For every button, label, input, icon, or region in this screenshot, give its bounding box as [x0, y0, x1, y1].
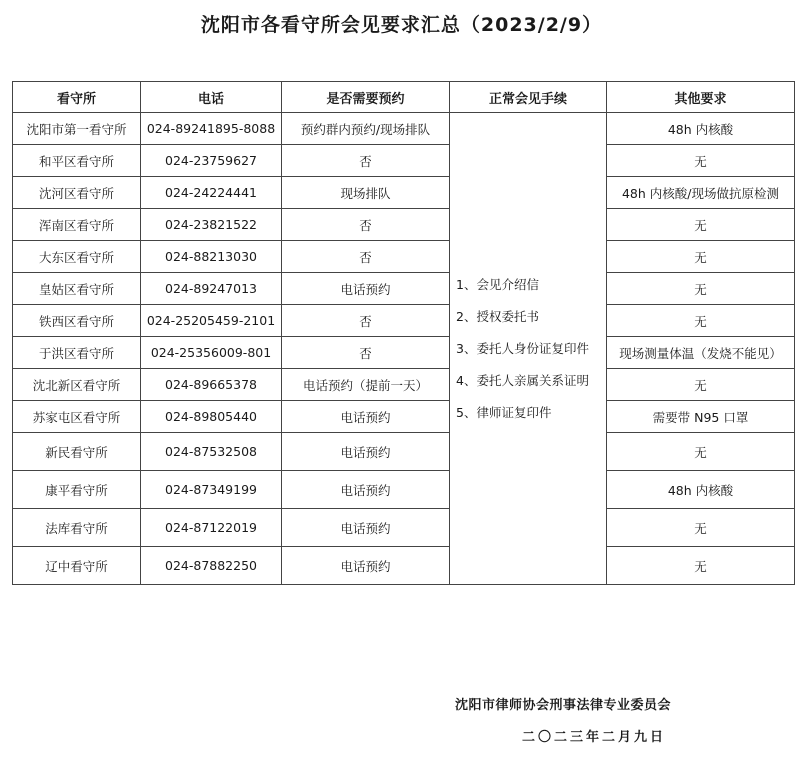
phone-number: 024-89241895-8088: [141, 113, 282, 145]
appointment-requirement: 否: [282, 241, 450, 273]
table-row: [13, 305, 795, 337]
table-row: [13, 273, 795, 305]
table-row: [13, 547, 795, 585]
header-procedures: 正常会见手续: [450, 82, 607, 113]
visit-procedures-cell: [450, 113, 607, 585]
requirements-table: [12, 81, 795, 585]
other-requirement: 需要带 N95 口罩: [607, 401, 795, 433]
table-row: [13, 209, 795, 241]
appointment-requirement: 电话预约: [282, 433, 450, 471]
appointment-requirement: 否: [282, 337, 450, 369]
phone-number: 024-23821522: [141, 209, 282, 241]
appointment-requirement: 否: [282, 305, 450, 337]
detention-center-name: 新民看守所: [13, 433, 141, 471]
issue-date: 二〇二三年二月九日: [522, 730, 667, 745]
detention-center-name: 大东区看守所: [13, 241, 141, 273]
appointment-requirement: 现场排队: [282, 177, 450, 209]
detention-center-name: 沈河区看守所: [13, 177, 141, 209]
appointment-requirement: 电话预约: [282, 273, 450, 305]
table-row: [13, 471, 795, 509]
other-requirement: 48h 内核酸: [607, 471, 795, 509]
other-requirement: 现场测量体温（发烧不能见）: [607, 337, 795, 369]
detention-center-name: 铁西区看守所: [13, 305, 141, 337]
table-row: [13, 145, 795, 177]
procedure-item: 5、律师证复印件: [456, 404, 552, 420]
table-header-row: [13, 82, 795, 113]
other-requirement: 无: [607, 305, 795, 337]
appointment-requirement: 电话预约（提前一天）: [282, 369, 450, 401]
table-row: [13, 241, 795, 273]
detention-center-name: 沈阳市第一看守所: [13, 113, 141, 145]
other-requirement: 无: [607, 509, 795, 547]
phone-number: 024-89805440: [141, 401, 282, 433]
detention-center-name: 康平看守所: [13, 471, 141, 509]
other-requirement: 48h 内核酸/现场做抗原检测: [607, 177, 795, 209]
procedure-item: 2、授权委托书: [456, 308, 539, 324]
issuing-organization: 沈阳市律师协会刑事法律专业委员会: [455, 698, 672, 713]
other-requirement: 无: [607, 209, 795, 241]
table-row: [13, 401, 795, 433]
header-appointment: 是否需要预约: [282, 82, 450, 113]
detention-center-name: 和平区看守所: [13, 145, 141, 177]
phone-number: 024-87882250: [141, 547, 282, 585]
table-row: [13, 337, 795, 369]
other-requirement: 48h 内核酸: [607, 113, 795, 145]
phone-number: 024-87532508: [141, 433, 282, 471]
procedure-item: 3、委托人身份证复印件: [456, 340, 589, 356]
detention-center-name: 辽中看守所: [13, 547, 141, 585]
detention-center-name: 皇姑区看守所: [13, 273, 141, 305]
document-title: 沈阳市各看守所会见要求汇总（2023/2/9）: [200, 14, 603, 36]
phone-number: 024-23759627: [141, 145, 282, 177]
other-requirement: 无: [607, 433, 795, 471]
appointment-requirement: 否: [282, 145, 450, 177]
table-row: [13, 369, 795, 401]
appointment-requirement: 预约群内预约/现场排队: [282, 113, 450, 145]
table-row: [13, 177, 795, 209]
header-other-requirements: 其他要求: [607, 82, 795, 113]
other-requirement: 无: [607, 369, 795, 401]
phone-number: 024-87349199: [141, 471, 282, 509]
appointment-requirement: 电话预约: [282, 401, 450, 433]
procedure-item: 1、会见介绍信: [456, 276, 539, 292]
phone-number: 024-24224441: [141, 177, 282, 209]
appointment-requirement: 电话预约: [282, 509, 450, 547]
other-requirement: 无: [607, 273, 795, 305]
table-row: [13, 113, 795, 145]
header-phone: 电话: [141, 82, 282, 113]
phone-number: 024-87122019: [141, 509, 282, 547]
other-requirement: 无: [607, 547, 795, 585]
phone-number: 024-25356009-801: [141, 337, 282, 369]
phone-number: 024-25205459-2101: [141, 305, 282, 337]
other-requirement: 无: [607, 241, 795, 273]
header-detention-center: 看守所: [13, 82, 141, 113]
phone-number: 024-88213030: [141, 241, 282, 273]
detention-center-name: 法库看守所: [13, 509, 141, 547]
detention-center-name: 于洪区看守所: [13, 337, 141, 369]
detention-center-name: 苏家屯区看守所: [13, 401, 141, 433]
table-row: [13, 433, 795, 471]
appointment-requirement: 否: [282, 209, 450, 241]
appointment-requirement: 电话预约: [282, 471, 450, 509]
procedure-item: 4、委托人亲属关系证明: [456, 372, 589, 388]
phone-number: 024-89247013: [141, 273, 282, 305]
appointment-requirement: 电话预约: [282, 547, 450, 585]
table-row: [13, 509, 795, 547]
detention-center-name: 浑南区看守所: [13, 209, 141, 241]
detention-center-name: 沈北新区看守所: [13, 369, 141, 401]
other-requirement: 无: [607, 145, 795, 177]
phone-number: 024-89665378: [141, 369, 282, 401]
